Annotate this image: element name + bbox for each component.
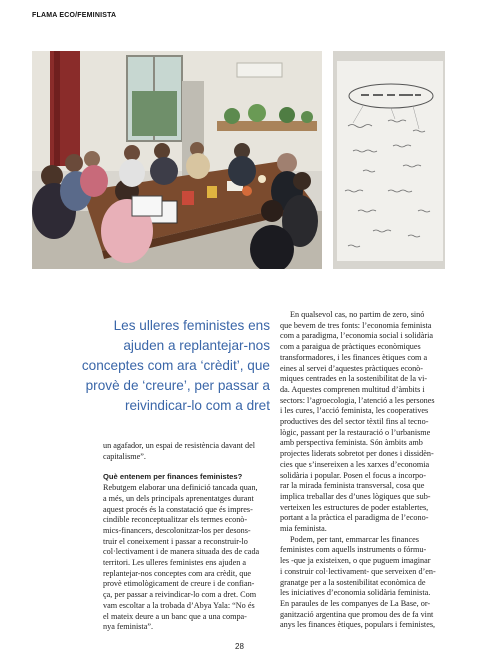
body-line: provè etimològicament de creure i de confian- — [103, 579, 255, 589]
whiteboard-photo — [333, 51, 445, 269]
body-line: lògic, passant per la restauració o l’urbanisme — [280, 427, 431, 437]
body-line: En qualsevol cas, no partim de zero, sinó — [290, 310, 425, 319]
body-line: nya feminista”. — [103, 622, 154, 632]
left-text-column — [103, 441, 271, 633]
body-line: ganització argentina que promou des de fa vint — [280, 609, 434, 619]
pull-quote-line: ajuden a replantejar-nos — [123, 338, 270, 353]
pull-quote-line: conceptes com ara ‘crèdit’, que — [81, 358, 270, 373]
section-header: FLAMA ECO/FEMINISTA — [32, 12, 117, 19]
body-line: les iniciatives d’economia solidària feminista. — [280, 588, 431, 598]
body-line: com a paradigma, l’economia social i solidària — [280, 331, 434, 341]
body-line: com a paraigua de pràctiques econòmiques — [280, 342, 421, 352]
body-line: da. Aquestes comprenen multitud d’àmbits i — [280, 384, 425, 394]
body-line: implica treballar des d’unes lògiques que sub- — [280, 491, 431, 501]
body-line: replantejar-nos conceptes com ara crèdit, que — [103, 568, 252, 578]
body-line: Podem, per tant, emmarcar les finances — [290, 534, 419, 544]
body-line: rar la mirada feminista transversal, cosa que — [280, 481, 425, 491]
body-line: cindible reconceptualitzar els termes econò- — [103, 515, 248, 525]
body-line: feministes com aquells instruments o fórmu- — [280, 545, 427, 555]
body-line: aquest procés és la constatació que és impres- — [103, 504, 253, 514]
body-line: i construir col·lectivament- que serveixen d’en- — [280, 566, 436, 576]
body-line: En paraules de les companyes de La Base, or- — [280, 598, 431, 608]
body-line: col·lectivament i de manera situada des de cada — [103, 547, 260, 557]
body-line: un agafador, un espai de resistència davant del — [103, 441, 255, 450]
body-line: solidària i popular. Posen el focus a incorpo- — [280, 470, 426, 480]
body-line: verteixen les estructures de poder establertes, — [280, 502, 429, 512]
body-line: territori. Les ulleres feministes ens ajuden a — [103, 558, 247, 568]
right-text-column — [280, 310, 446, 631]
body-line: productives des del sector tèxtil fins al tecno- — [280, 417, 429, 427]
body-line: vam escoltar a la trobada d’Abya Yala: “No és — [103, 600, 255, 610]
body-line: Rebutgem elaborar una definició tancada quan, — [103, 483, 258, 493]
body-line: cies que s’insereixen a les xarxes d’economia — [280, 459, 430, 469]
pull-quote-line: reivindicar-lo com a dret — [124, 398, 270, 413]
body-line: amb perspectiva feminista. Són àmbits amb — [280, 438, 423, 448]
body-line: anys les finances ètiques, populars i feministes, — [280, 620, 436, 630]
pull-quote — [32, 316, 270, 416]
meeting-photo — [32, 51, 322, 269]
body-line: truir el coneixement i passar a reconstruir-lo — [103, 536, 248, 546]
body-line: projectes liderats sobretot per dones i dissidèn- — [280, 449, 434, 459]
pull-quote-line: provè de ‘creure’, per passar a — [85, 378, 270, 393]
body-line: ça, per passar a reivindicar-lo com a dret. Com — [103, 590, 257, 600]
body-line: transformadores, i les finances ètiques com a — [280, 352, 428, 362]
section-subheading: Què entenem per finances feministes? — [103, 472, 243, 482]
body-line: a més, un dels principals aprenentatges durant — [103, 493, 254, 503]
body-line: capitalisme”. — [103, 451, 146, 461]
body-line: mics-financers, descolonitzar-los per desons- — [103, 525, 251, 535]
body-line: i les cures, l’acció feminista, les cooperatives — [280, 406, 429, 416]
body-line: granatge per a la sostenibilitat econòmica de — [280, 577, 426, 587]
body-line: que bevem de tres fonts: l’economia feminista — [280, 320, 432, 330]
body-line: el mateix deure a un banc que a una compa- — [103, 611, 247, 621]
body-line: les -que ja existeixen, o que puguem imaginar — [280, 556, 431, 566]
body-line: sectors: l’agroecologia, l’atenció a les persones — [280, 395, 435, 405]
page-number: 28 — [235, 642, 244, 651]
pull-quote-line: Les ulleres feministes ens — [113, 318, 270, 333]
body-line: portant a la pràctica el paradigma de l’econo- — [280, 513, 429, 523]
body-line: mia feminista. — [280, 524, 327, 534]
body-line: eines al servei d’aquestes pràctiques econò- — [280, 363, 423, 373]
body-line: miques centrades en la sostenibilitat de la vi- — [280, 374, 428, 384]
